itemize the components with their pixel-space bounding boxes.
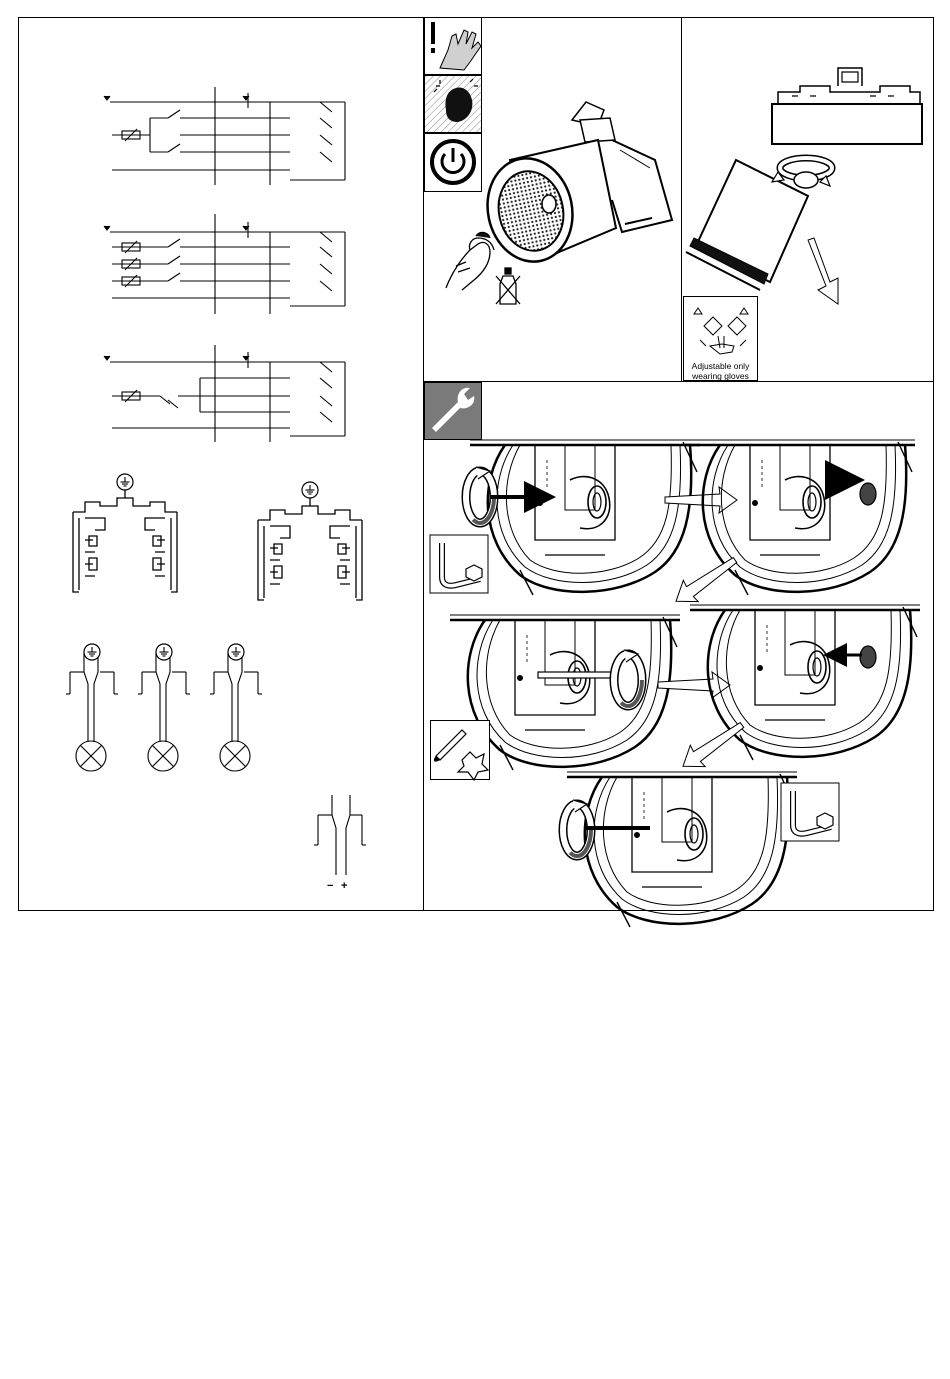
screw-shaft-3 bbox=[538, 672, 618, 678]
wiring-diagram-dimmer bbox=[104, 345, 345, 442]
flow-arrow-1 bbox=[665, 487, 737, 513]
hand-cleaning-illustration bbox=[446, 232, 494, 290]
track-profile-left bbox=[73, 486, 177, 592]
earth-ground-icon bbox=[156, 644, 172, 660]
flow-arrow-2 bbox=[669, 549, 743, 612]
dc-minus-label: − bbox=[327, 880, 334, 892]
earth-ground-icon bbox=[228, 644, 244, 660]
gloves-notice-box bbox=[684, 297, 758, 382]
hex-key-icon bbox=[781, 783, 839, 841]
maintenance-step-5 bbox=[567, 772, 797, 927]
rotation-arrow-1 bbox=[466, 467, 494, 523]
lamp-circuit-3 bbox=[210, 652, 262, 771]
clean-surface-icon bbox=[425, 76, 482, 133]
rotation-arrow-3 bbox=[614, 650, 642, 706]
cap-inserted-4 bbox=[826, 646, 876, 668]
no-solvent-bottle-icon bbox=[496, 268, 520, 304]
spotlight-illustration bbox=[478, 102, 672, 270]
dc-plus-label: + bbox=[341, 880, 348, 892]
wiring-diagram-single-fuse bbox=[104, 87, 345, 185]
earth-ground-icon bbox=[84, 644, 100, 660]
maintenance-step-1 bbox=[470, 440, 700, 595]
warning-gloves-icon bbox=[425, 18, 482, 75]
lamp-circuit-1 bbox=[66, 652, 118, 771]
gloves-notice-line2: wearing gloves bbox=[692, 371, 749, 381]
hex-key-icon bbox=[430, 535, 488, 593]
earth-ground-icon bbox=[302, 482, 318, 498]
adapter-rotation-illustration bbox=[686, 68, 922, 304]
flow-arrow-4 bbox=[676, 714, 750, 777]
cap-removed-2 bbox=[828, 480, 876, 505]
dc-adapter-circuit bbox=[314, 795, 366, 875]
gloves-notice-line1: Adjustable only bbox=[691, 361, 750, 371]
screwdriver-icon bbox=[431, 721, 490, 781]
track-profile-right bbox=[258, 494, 362, 600]
earth-ground-icon bbox=[117, 474, 133, 490]
power-off-icon bbox=[425, 134, 482, 192]
wrench-icon bbox=[425, 383, 482, 440]
lamp-circuit-2 bbox=[138, 652, 190, 771]
wiring-diagram-three-fuses bbox=[104, 214, 345, 314]
